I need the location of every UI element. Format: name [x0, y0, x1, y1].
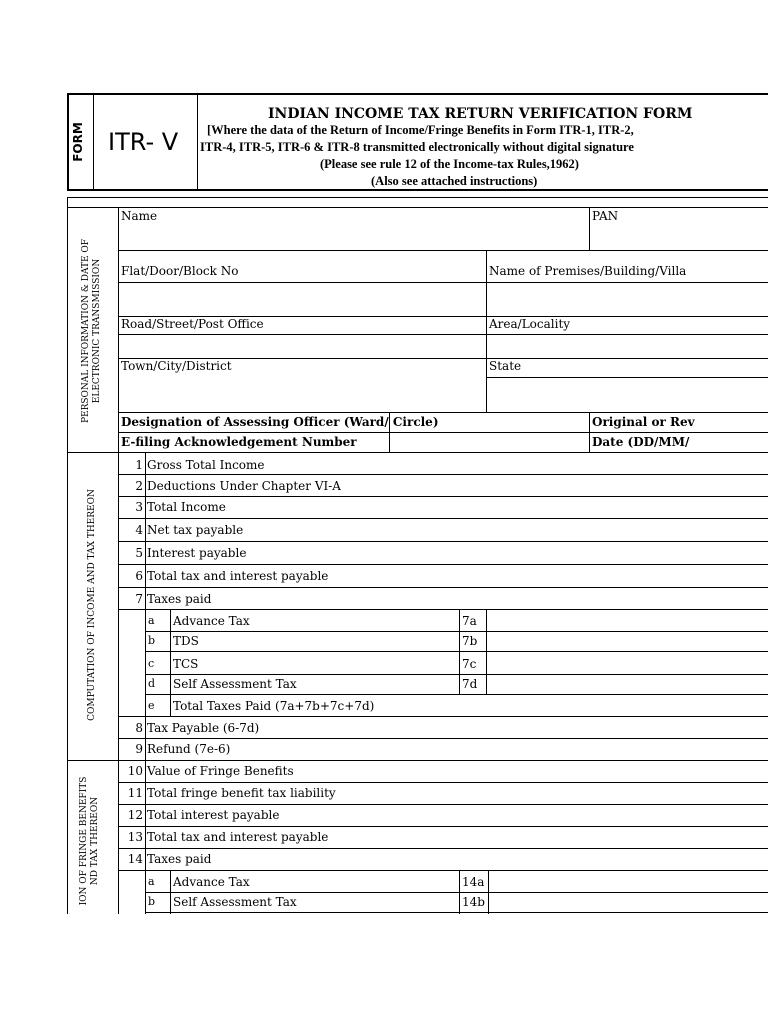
row-number: 1	[135, 458, 143, 472]
section-fringe-label: ION OF FRINGE BENEFITS ND TAX THEREON	[79, 776, 100, 906]
row-number: 7	[135, 592, 143, 606]
area-label: Area/Locality	[489, 317, 571, 331]
header-line-3: (Please see rule 12 of the Income-tax Rules,1962)	[320, 157, 579, 171]
row-label-taxes-paid: Taxes paid	[147, 592, 212, 606]
row-number: 11	[127, 786, 143, 800]
section-personal-label: PERSONAL INFORMATION & DATE OF ELECTRONIC TRANSMISSION	[81, 238, 102, 424]
section-computation-label: COMPUTATION OF INCOME AND TAX THEREON	[87, 489, 97, 721]
sub-letter: a	[148, 875, 155, 888]
sub-code: 14b	[462, 895, 485, 909]
sub-label-tcs: TCS	[173, 657, 199, 671]
sub-letter: b	[148, 634, 156, 647]
row-number: 13	[127, 830, 143, 844]
row-label-value-fringe: Value of Fringe Benefits	[147, 764, 294, 778]
row-number: 14	[127, 852, 143, 866]
sub-code: 7b	[462, 634, 478, 648]
road-label: Road/Street/Post Office	[121, 317, 264, 331]
sub-label-self-assessment: Self Assessment Tax	[173, 677, 297, 691]
date-label: Date (DD/MM/	[592, 435, 690, 449]
sub-label-self-assessment-fringe: Self Assessment Tax	[173, 895, 297, 909]
row-number: 12	[127, 808, 143, 822]
form-title: INDIAN INCOME TAX RETURN VERIFICATION FORM	[268, 106, 693, 122]
row-label-taxes-paid-fringe: Taxes paid	[147, 852, 212, 866]
sub-label-advance-tax: Advance Tax	[173, 614, 250, 628]
row-number: 6	[135, 569, 143, 583]
pan-label: PAN	[592, 209, 619, 223]
header-line-2: ITR-4, ITR-5, ITR-6 & ITR-8 transmitted electronically without digital signature	[200, 140, 634, 154]
sub-letter: e	[148, 699, 155, 712]
sub-label-advance-tax-fringe: Advance Tax	[173, 875, 250, 889]
row-label-deductions: Deductions Under Chapter VI-A	[147, 479, 341, 493]
header-line-1: [Where the data of the Return of Income/Fringe Benefits in Form ITR-1, ITR-2,	[207, 123, 634, 137]
sub-code: 7d	[462, 677, 478, 691]
flat-label: Flat/Door/Block No	[121, 264, 239, 278]
premises-label: Name of Premises/Building/Villa	[489, 264, 687, 278]
row-label-total-tax-interest-fringe: Total tax and interest payable	[147, 830, 329, 844]
town-label: Town/City/District	[121, 359, 232, 373]
sub-letter: a	[148, 614, 155, 627]
row-number: 2	[135, 479, 143, 493]
row-label-net-tax: Net tax payable	[147, 523, 244, 537]
sub-letter: c	[148, 657, 155, 670]
sub-letter: b	[148, 895, 156, 908]
row-number: 3	[135, 500, 143, 514]
form-code: ITR- V	[108, 128, 179, 156]
row-label-gross-total-income: Gross Total Income	[147, 458, 265, 472]
row-label-fringe-liability: Total fringe benefit tax liability	[147, 786, 336, 800]
row-label-refund: Refund (7e-6)	[147, 742, 231, 756]
efiling-ack-label: E-filing Acknowledgement Number	[121, 435, 357, 449]
sub-code: 7a	[462, 614, 477, 628]
sub-label-tds: TDS	[173, 634, 199, 648]
row-number: 9	[135, 742, 143, 756]
state-label: State	[489, 359, 522, 373]
sub-label-total-taxes-paid: Total Taxes Paid (7a+7b+7c+7d)	[173, 699, 375, 713]
row-number: 8	[135, 721, 143, 735]
row-label-total-tax-interest: Total tax and interest payable	[147, 569, 329, 583]
row-number: 4	[135, 523, 143, 537]
row-label-interest: Interest payable	[147, 546, 247, 560]
row-label-tax-payable: Tax Payable (6-7d)	[147, 721, 260, 735]
row-number: 5	[135, 546, 143, 560]
row-label-total-income: Total Income	[147, 500, 226, 514]
sub-letter: d	[148, 677, 156, 690]
original-revised-label: Original or Rev	[592, 415, 695, 429]
row-number: 10	[127, 764, 143, 778]
header-line-4: (Also see attached instructions)	[371, 174, 538, 188]
name-label: Name	[121, 209, 158, 223]
sub-code: 7c	[462, 657, 477, 671]
designation-label: Designation of Assessing Officer (Ward/ Circle)	[121, 415, 439, 429]
form-label: FORM	[71, 122, 85, 162]
row-label-total-interest: Total interest payable	[147, 808, 280, 822]
sub-code: 14a	[462, 875, 485, 889]
